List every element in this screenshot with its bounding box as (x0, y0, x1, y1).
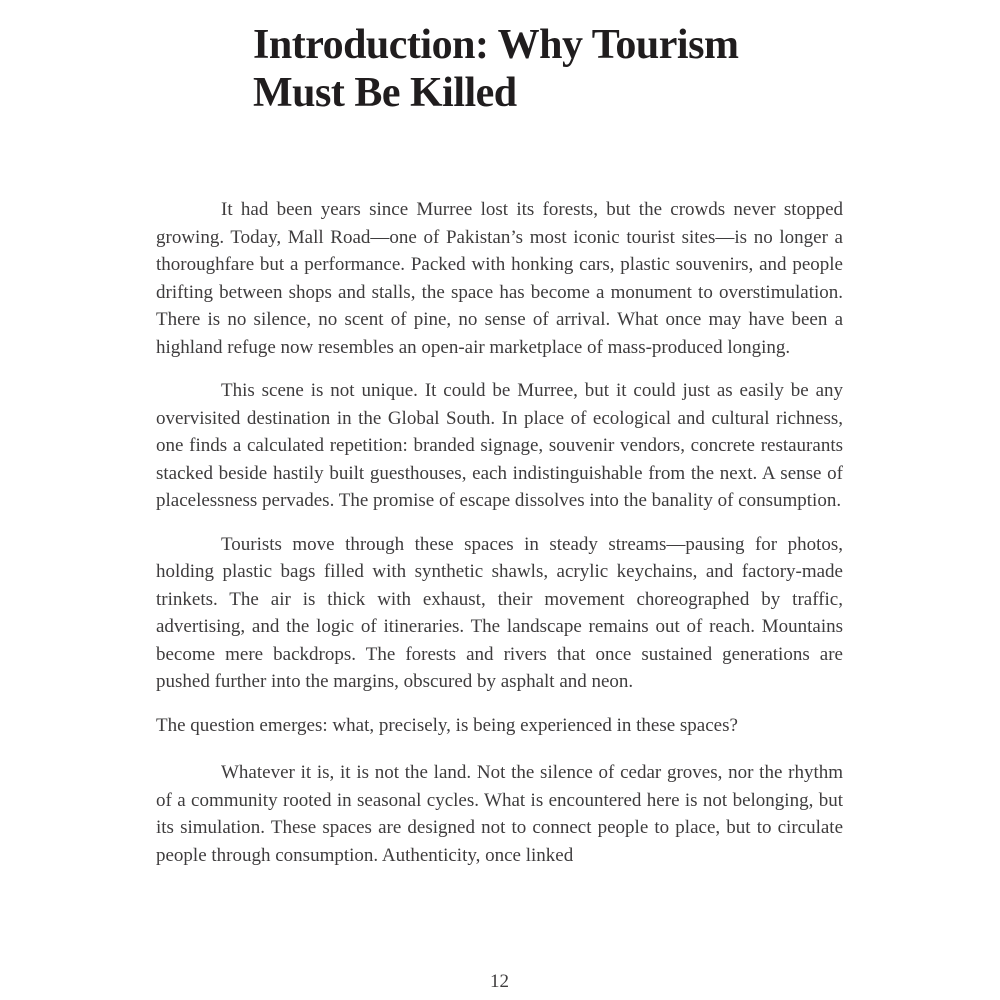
page-number: 12 (490, 971, 509, 992)
body-text (156, 196, 843, 885)
chapter-title-line-1: Introduction: Why Tourism (253, 22, 739, 69)
chapter-title (253, 21, 873, 117)
paragraph-5: Whatever it is, it is not the land. Not the silence of cedar groves, nor the rhythm of a community rooted in seasonal cycles. What is encountered here is not belonging, but its simulation. These spaces are designed not to connect people to place, but to circulate people through consumption. Authenticity, once linked (156, 762, 843, 866)
paragraph-4: The question emerges: what, precisely, is being experienced in these spaces? (156, 714, 738, 736)
paragraph-2: This scene is not unique. It could be Murree, but it could just as easily be any overvisited destination in the Global South. In place of ecological and cultural richness, one finds a calculated repetition: branded signage, souvenir vendors, concrete restaurants stacked beside hastily built guesthouses, each indistinguishable from the next. A sense of placelessness pervades. The promise of escape dissolves into the banality of consumption. (156, 380, 843, 511)
chapter-title-line-2: Must Be Killed (253, 70, 517, 117)
paragraph-1: It had been years since Murree lost its forests, but the crowds never stopped growing. Today, Mall Road—one of Pakistan’s most iconic tourist sites—is no longer a thoroughfare but a performance. Packed with honking cars, plastic souvenirs, and people drifting between shops and stalls, the space has become a monument to overstimulation. There is no silence, no scent of pine, no sense of arrival. What once may have been a highland refuge now resembles an open-air marketplace of mass-produced longing. (156, 199, 843, 358)
paragraph-3: Tourists move through these spaces in steady streams—pausing for photos, holding plastic bags filled with synthetic shawls, acrylic keychains, and factory-made trinkets. The air is thick with exhaust, their movement choreographed by traffic, advertising, and the logic of itineraries. The landscape remains out of reach. Mountains become mere backdrops. The forests and rivers that once sustained generations are pushed further into the margins, obscured by asphalt and neon. (156, 533, 843, 692)
